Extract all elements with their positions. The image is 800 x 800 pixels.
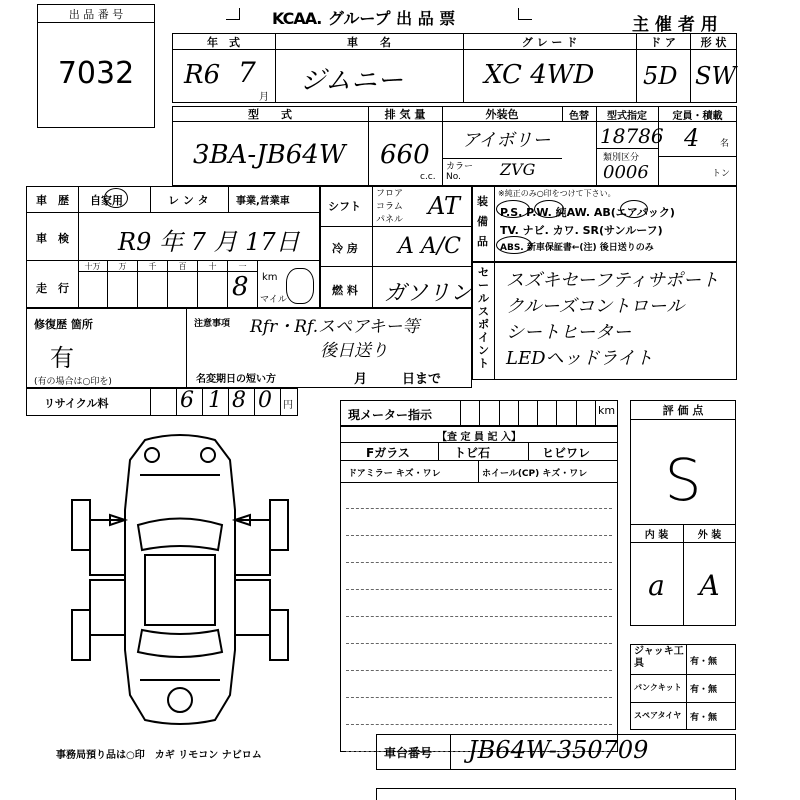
abs-circle bbox=[496, 236, 532, 254]
rear-window bbox=[138, 630, 222, 657]
color-code-label: カラー No. bbox=[446, 162, 474, 182]
name-label: 車 名 bbox=[347, 35, 391, 49]
name-change-day: 日まで bbox=[402, 372, 442, 387]
chip-label: トビ石 bbox=[454, 446, 491, 460]
lot-box bbox=[37, 4, 155, 128]
history-label: 車 歴 bbox=[36, 194, 69, 207]
history-rental: レ ン タ bbox=[168, 194, 209, 207]
exterior-value: A bbox=[699, 568, 720, 602]
door-label: ド ア bbox=[650, 35, 676, 49]
name-change-month: 月 bbox=[354, 372, 368, 387]
tool-value: 有・無 bbox=[690, 685, 718, 695]
equipment-label: 装備品 bbox=[477, 195, 488, 248]
capacity-label: 定員・積載 bbox=[672, 110, 723, 122]
ac-label: 冷 房 bbox=[332, 242, 358, 255]
mirror-label: ドアミラー キズ・ワレ bbox=[348, 469, 441, 479]
body-value: SW bbox=[695, 62, 737, 90]
spec-label: 型式指定 bbox=[607, 110, 647, 122]
notes-line2: 後日送り bbox=[320, 341, 388, 361]
color-code-value: ZVG bbox=[500, 160, 536, 179]
mileage-unit: 十 bbox=[198, 260, 228, 272]
sales-point-line: LEDヘッドライト bbox=[506, 348, 653, 369]
name-change-label: 名変期日の短い方 bbox=[196, 374, 276, 385]
office-note: 事務局預り品は○印 カギ リモコン ナビロム bbox=[56, 750, 262, 761]
host-label: 主 催 者 用 bbox=[632, 15, 718, 35]
shift-value: AT bbox=[428, 192, 461, 220]
equipment-line2: TV. ナビ. カワ. SR(サンルーフ) bbox=[500, 224, 663, 237]
year-value: R6 bbox=[184, 60, 221, 90]
body-label: 形 状 bbox=[700, 35, 727, 49]
tool-label: ジャッキ工具 bbox=[634, 646, 684, 669]
sales-point-label: セールスポイント bbox=[478, 266, 489, 370]
capacity-unit: 名 bbox=[720, 139, 730, 149]
roof bbox=[145, 555, 215, 625]
sales-point-line: シートヒーター bbox=[506, 322, 632, 343]
windshield bbox=[138, 519, 222, 551]
km-label: km bbox=[262, 272, 278, 283]
shift-option-floor: フロア bbox=[376, 189, 404, 199]
headlight-right bbox=[201, 448, 215, 462]
month-value: 7 bbox=[238, 56, 256, 89]
equipment-line1: P.S. P.W. 純AW. AB(エアバック) bbox=[500, 206, 675, 219]
glass-label: Fガラス bbox=[366, 446, 410, 460]
shift-option-panel: パネル bbox=[376, 215, 404, 225]
right-rear-wheel bbox=[270, 610, 288, 660]
ext-color-label: 外装色 bbox=[485, 108, 519, 121]
left-door-front bbox=[90, 520, 125, 575]
repair-value: 有 bbox=[50, 344, 74, 372]
notes-line1: Rfr・Rf.スペアキー等 bbox=[250, 317, 420, 337]
fuel-label: 燃 料 bbox=[332, 284, 358, 297]
repair-note: (有の場合は○印を) bbox=[34, 377, 112, 387]
grade-value: XC 4WD bbox=[484, 60, 595, 90]
displacement-value: 660 bbox=[380, 140, 430, 170]
interior-label: 内 装 bbox=[644, 530, 669, 541]
model-type-value: 3BA-JB64W bbox=[193, 140, 346, 170]
km-circle bbox=[286, 268, 314, 304]
shaken-label: 車 検 bbox=[36, 232, 69, 245]
header-bracket-right bbox=[518, 8, 532, 20]
year-label: 年 式 bbox=[207, 35, 240, 49]
form-title: . グループ 出 品 票 bbox=[316, 9, 456, 28]
left-front-wheel bbox=[72, 500, 90, 550]
right-door-front bbox=[235, 520, 270, 575]
exterior-label: 外 装 bbox=[697, 530, 722, 541]
class-value: 0006 bbox=[603, 162, 649, 183]
shaken-value: R9 年 7 月 17日 bbox=[118, 228, 300, 256]
spare-tire bbox=[168, 688, 192, 712]
lot-number: 7032 bbox=[57, 55, 135, 91]
history-business: 事業,営業車 bbox=[236, 196, 290, 207]
ton-unit: トン bbox=[712, 169, 731, 179]
rating-score: S bbox=[664, 446, 702, 514]
interior-value: a bbox=[648, 568, 665, 602]
ps-circle bbox=[496, 200, 530, 218]
recycle-digit: 6 bbox=[180, 388, 194, 413]
left-door-rear bbox=[90, 580, 125, 635]
disp-label: 排 気 量 bbox=[384, 108, 426, 121]
bottom-strip bbox=[376, 788, 736, 800]
left-rear-wheel bbox=[72, 610, 90, 660]
right-front-wheel bbox=[270, 500, 288, 550]
mileage-label: 走 行 bbox=[36, 282, 69, 295]
meter-label: 現メーター指示 bbox=[348, 408, 433, 422]
class-label: 類別区分 bbox=[603, 153, 640, 163]
mileage-unit: 一 bbox=[228, 260, 258, 272]
spec-value: 18786 bbox=[600, 124, 664, 148]
chassis-value: JB64W-350709 bbox=[468, 736, 649, 764]
displacement-unit: c.c. bbox=[420, 172, 436, 182]
tool-value: 有・無 bbox=[690, 713, 718, 723]
wheel-label: ホイール(CP) キズ・ワレ bbox=[482, 469, 588, 479]
chassis-label: 車台番号 bbox=[384, 746, 433, 760]
shift-label: シフト bbox=[328, 200, 361, 213]
tool-label: スペアタイヤ bbox=[634, 711, 682, 720]
header-bracket-left bbox=[226, 8, 240, 20]
grade-label: グ レ ー ド bbox=[521, 35, 578, 49]
door-value: 5D bbox=[643, 62, 678, 90]
ab-circle bbox=[620, 200, 648, 218]
recycle-digit: 8 bbox=[232, 388, 246, 413]
equipment-line3: ABS. 新車保証書←(注) 後日送りのみ bbox=[500, 243, 654, 253]
notes-label: 注意事項 bbox=[194, 319, 231, 329]
lot-label: 出 品 番 号 bbox=[38, 5, 154, 23]
fuel-value: ガソリン bbox=[384, 281, 473, 306]
color-change-label: 色替 bbox=[569, 110, 589, 122]
mile-label: マイル bbox=[260, 295, 287, 305]
sales-point-line: スズキセーフティサポート bbox=[506, 270, 719, 291]
equipment-note: ※純正のみ○印をつけて下さい。 bbox=[498, 189, 616, 198]
brand-logo: KCAA bbox=[272, 9, 317, 28]
month-unit: 月 bbox=[259, 92, 269, 103]
type-label: 型 式 bbox=[248, 108, 292, 121]
recycle-digit: 1 bbox=[208, 388, 222, 413]
mileage-unit: 千 bbox=[138, 260, 168, 272]
own-circle bbox=[104, 188, 128, 208]
recycle-digit: 0 bbox=[258, 388, 272, 413]
mileage-unit: 百 bbox=[168, 260, 198, 272]
repair-label: 修復歴 箇所 bbox=[34, 318, 93, 331]
history-own: 自家用 bbox=[90, 194, 123, 207]
right-door-rear bbox=[235, 580, 270, 635]
recycle-unit: 円 bbox=[283, 400, 293, 411]
ext-color-value: アイボリー bbox=[462, 130, 551, 151]
mileage-value: 8 bbox=[232, 272, 249, 302]
headlight-left bbox=[145, 448, 159, 462]
header-title bbox=[272, 6, 455, 29]
car-name-value: ジムニー bbox=[300, 66, 403, 96]
shift-option-column: コラム bbox=[376, 202, 403, 212]
tool-label: パンクキット bbox=[634, 683, 682, 692]
meter-unit: km bbox=[598, 404, 616, 417]
capacity-value: 4 bbox=[684, 124, 700, 152]
mileage-unit: 万 bbox=[108, 260, 138, 272]
pw-circle bbox=[534, 200, 564, 218]
crack-label: ヒビワレ bbox=[542, 446, 591, 460]
tool-value: 有・無 bbox=[690, 657, 718, 667]
mileage-unit: 十万 bbox=[78, 260, 108, 272]
rating-label: 評 価 点 bbox=[630, 400, 736, 420]
ac-value: A A/C bbox=[398, 234, 462, 259]
sales-point-line: クルーズコントロール bbox=[506, 296, 685, 317]
recycle-label: リサイクル料 bbox=[44, 397, 109, 410]
mileage-units bbox=[78, 260, 258, 272]
inspector-lines bbox=[346, 482, 612, 752]
car-diagram bbox=[60, 430, 300, 730]
inspector-title: 【査 定 員 記 入】 bbox=[437, 432, 521, 443]
